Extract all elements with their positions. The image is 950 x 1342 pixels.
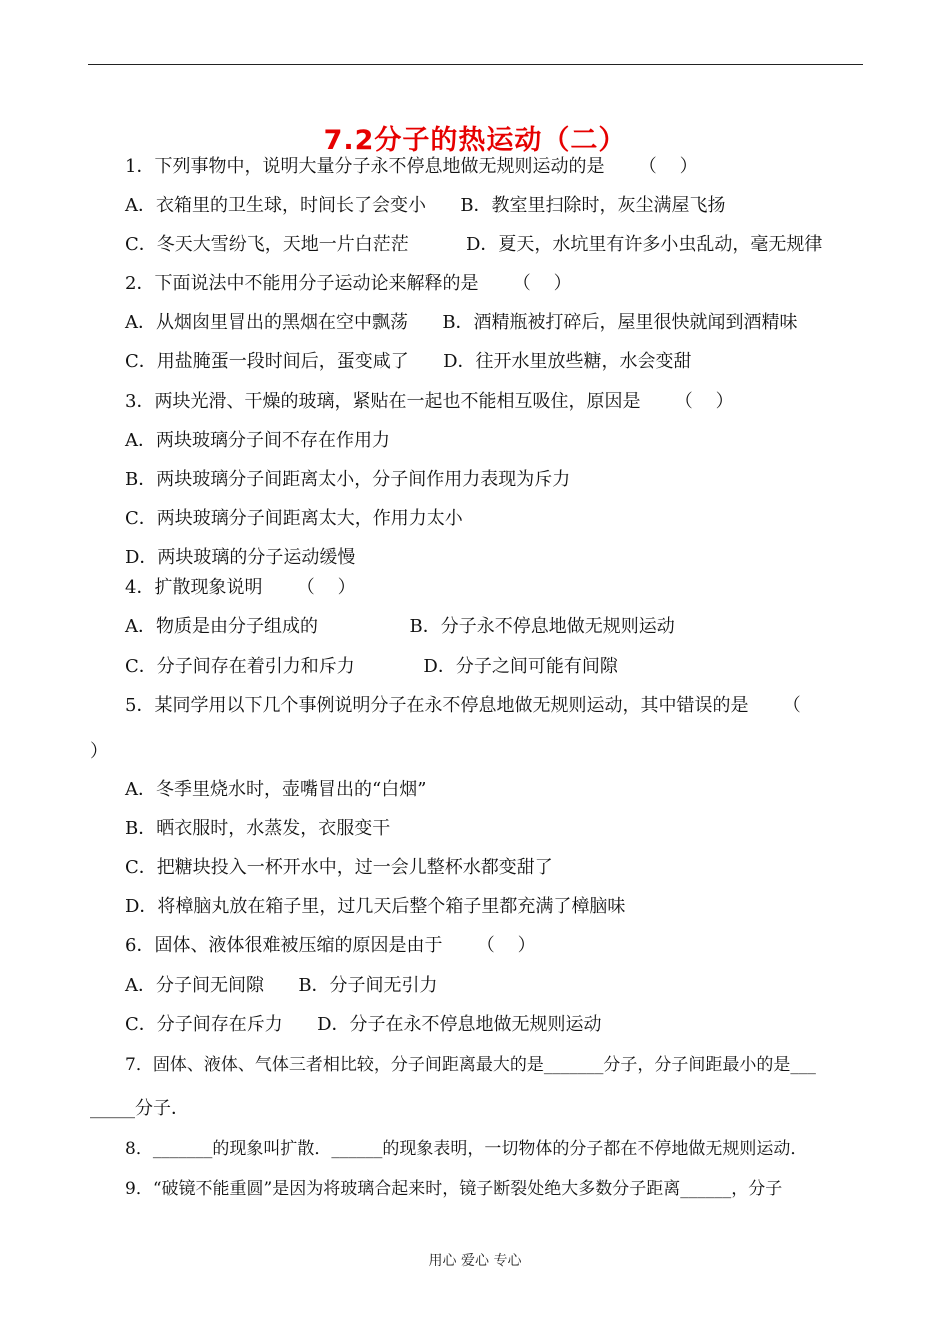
document-title: 7.2分子的热运动（二） xyxy=(323,125,627,156)
q5-option-a: A．冬季里烧水时，壶嘴冒出的“白烟” xyxy=(125,779,427,800)
q3-option-b: B．两块玻璃分子间距离太小，分子间作用力表现为斥力 xyxy=(125,469,571,490)
page-footer: 用心 爱心 专心 xyxy=(428,1253,522,1269)
header-rule xyxy=(88,64,863,65)
q4-options-ab: A．物质是由分子组成的 B．分子永不停息地做无规则运动 xyxy=(125,616,675,637)
q3-option-c: C．两块玻璃分子间距离太大，作用力太小 xyxy=(125,508,463,529)
q5-option-b: B．晒衣服时，水蒸发，衣服变干 xyxy=(125,818,391,839)
q4-options-cd: C．分子间存在着引力和斥力 D．分子之间可能有间隙 xyxy=(125,656,618,677)
q3-option-d: D．两块玻璃的分子运动缓慢 xyxy=(125,547,356,568)
question-5-bracket: ） xyxy=(90,741,108,762)
question-7: 7．固体、液体、气体三者相比较，分子间距离最大的是_______分子，分子间距最小的是___ xyxy=(125,1055,816,1075)
q6-options-cd: C．分子间存在斥力 D．分子在永不停息地做无规则运动 xyxy=(125,1014,602,1035)
q2-options-cd: C．用盐腌蛋一段时间后，蛋变咸了 D．往开水里放些糖，水会变甜 xyxy=(125,351,692,372)
question-4: 4．扩散现象说明 （ ） xyxy=(125,577,356,598)
question-2: 2．下面说法中不能用分子运动论来解释的是 （ ） xyxy=(125,273,572,294)
q1-options-ab: A．衣箱里的卫生球，时间长了会变小 B．教室里扫除时，灰尘满屋飞扬 xyxy=(125,195,726,216)
question-8: 8．_______的现象叫扩散．______的现象表明，一切物体的分子都在不停地做无规则运动． xyxy=(125,1139,808,1159)
question-1: 1．下列事物中，说明大量分子永不停息地做无规则运动的是 （ ） xyxy=(125,156,698,177)
q3-option-a: A．两块玻璃分子间不存在作用力 xyxy=(125,430,390,451)
q6-options-ab: A．分子间无间隙 B．分子间无引力 xyxy=(125,975,438,996)
question-9: 9．“破镜不能重圆”是因为将玻璃合起来时，镜子断裂处绝大多数分子距离______，分子 xyxy=(125,1179,783,1199)
question-5: 5．某同学用以下几个事例说明分子在永不停息地做无规则运动，其中错误的是 （ xyxy=(125,695,801,716)
q5-option-c: C．把糖块投入一杯开水中，过一会儿整杯水都变甜了 xyxy=(125,857,553,878)
q2-options-ab: A．从烟囱里冒出的黑烟在空中飘荡 B．酒精瓶被打碎后，屋里很快就闻到酒精味 xyxy=(125,312,798,333)
question-3: 3．两块光滑、干燥的玻璃，紧贴在一起也不能相互吸住，原因是 （ ） xyxy=(125,391,734,412)
q1-options-cd: C．冬天大雪纷飞，天地一片白茫茫 D．夏天，水坑里有许多小虫乱动，毫无规律 xyxy=(125,234,823,255)
question-6: 6．固体、液体很难被压缩的原因是由于 （ ） xyxy=(125,935,536,956)
q5-option-d: D．将樟脑丸放在箱子里，过几天后整个箱子里都充满了樟脑味 xyxy=(125,896,626,917)
question-7-continued: _____分子． xyxy=(90,1098,189,1119)
